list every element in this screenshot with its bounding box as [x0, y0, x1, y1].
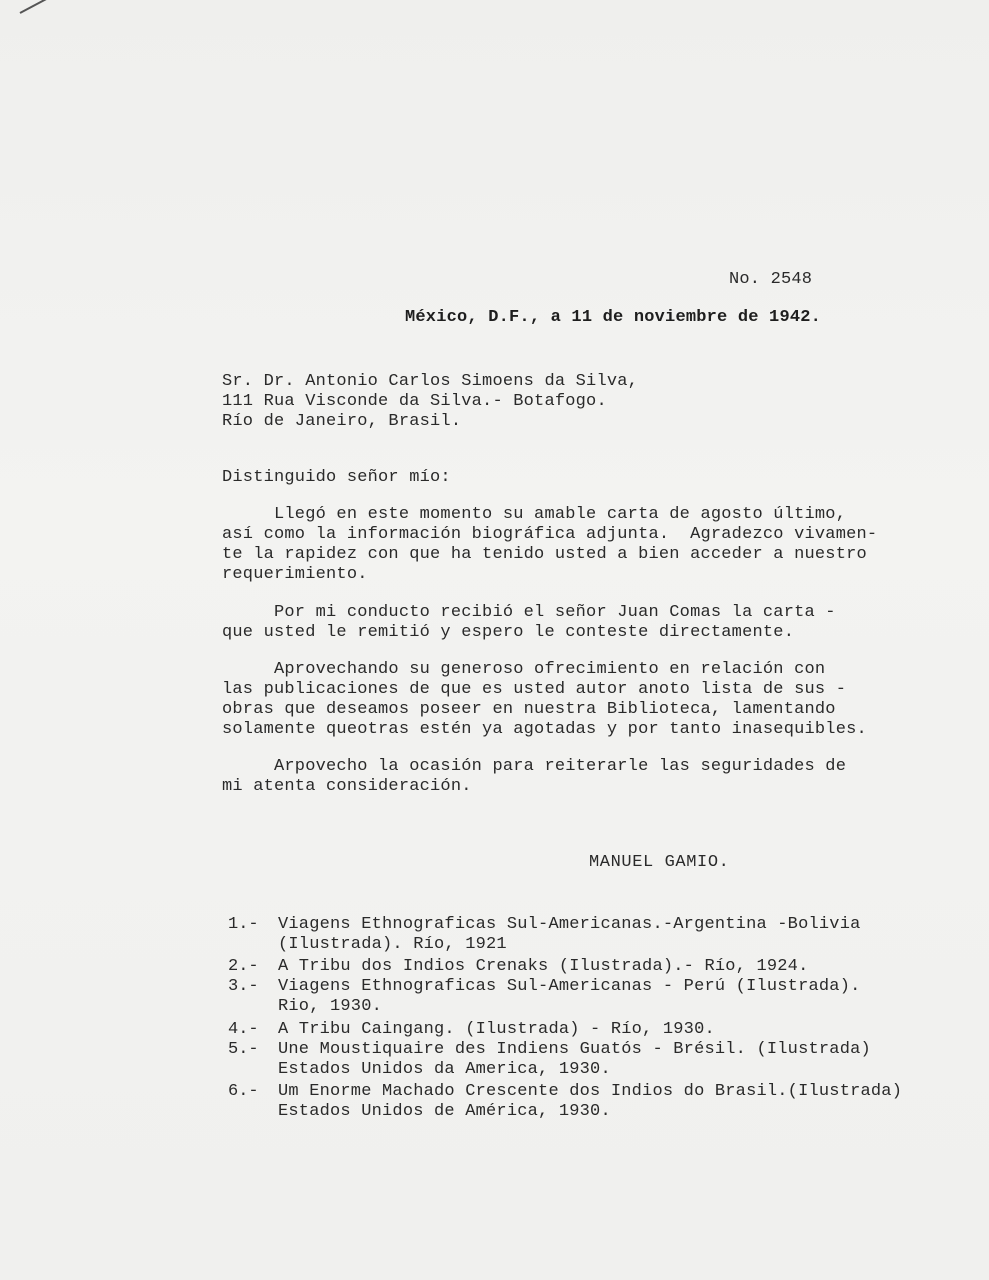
body-line: requerimiento.	[222, 565, 368, 584]
publication-line: Rio, 1930.	[278, 997, 383, 1016]
publication-line: A Tribu dos Indios Crenaks (Ilustrada).- Río, 1924.	[278, 957, 809, 976]
publication-line: Estados Unidos da America, 1930.	[278, 1060, 611, 1079]
publication-number: 6.-	[228, 1082, 259, 1101]
publication-line: A Tribu Caingang. (Ilustrada) - Río, 1930.	[278, 1020, 715, 1039]
body-line: Aprovechando su generoso ofrecimiento en relación con	[222, 660, 826, 679]
body-line: las publicaciones de que es usted autor anoto lista de sus -	[222, 680, 847, 699]
publication-line: Um Enorme Machado Crescente dos Indios do Brasil.(Ilustrada)	[278, 1082, 903, 1101]
recipient-line: Sr. Dr. Antonio Carlos Simoens da Silva,	[222, 372, 639, 391]
publication-line: Viagens Ethnograficas Sul-Americanas.-Argentina -Bolivia	[278, 915, 861, 934]
publication-line: Estados Unidos de América, 1930.	[278, 1102, 611, 1121]
publication-number: 5.-	[228, 1040, 259, 1059]
body-line: que usted le remitió y espero le conteste directamente.	[222, 623, 795, 642]
publication-number: 1.-	[228, 915, 259, 934]
body-line: Llegó en este momento su amable carta de agosto último,	[222, 505, 847, 524]
publication-number: 4.-	[228, 1020, 259, 1039]
publication-number: 3.-	[228, 977, 259, 996]
recipient-line: Río de Janeiro, Brasil.	[222, 412, 462, 431]
corner-mark	[20, 0, 65, 14]
body-line: obras que deseamos poseer en nuestra Biblioteca, lamentando	[222, 700, 836, 719]
body-line: así como la información biográfica adjunta. Agradezco vivamen-	[222, 525, 878, 544]
body-line: Por mi conducto recibió el señor Juan Comas la carta -	[222, 603, 836, 622]
publication-line: Viagens Ethnograficas Sul-Americanas - Perú (Ilustrada).	[278, 977, 861, 996]
body-line: te la rapidez con que ha tenido usted a bien acceder a nuestro	[222, 545, 867, 564]
salutation: Distinguido señor mío:	[222, 468, 451, 487]
date-line: México, D.F., a 11 de noviembre de 1942.	[405, 308, 822, 327]
publication-line: (Ilustrada). Río, 1921	[278, 935, 507, 954]
publication-line: Une Moustiquaire des Indiens Guatós - Brésil. (Ilustrada)	[278, 1040, 871, 1059]
signature: MANUEL GAMIO.	[589, 853, 730, 872]
body-line: solamente queotras estén ya agotadas y por tanto inasequibles.	[222, 720, 867, 739]
publication-number: 2.-	[228, 957, 259, 976]
recipient-line: 111 Rua Visconde da Silva.- Botafogo.	[222, 392, 607, 411]
body-line: mi atenta consideración.	[222, 777, 472, 796]
letter-number: No. 2548	[729, 270, 813, 289]
body-line: Arpovecho la ocasión para reiterarle las seguridades de	[222, 757, 847, 776]
